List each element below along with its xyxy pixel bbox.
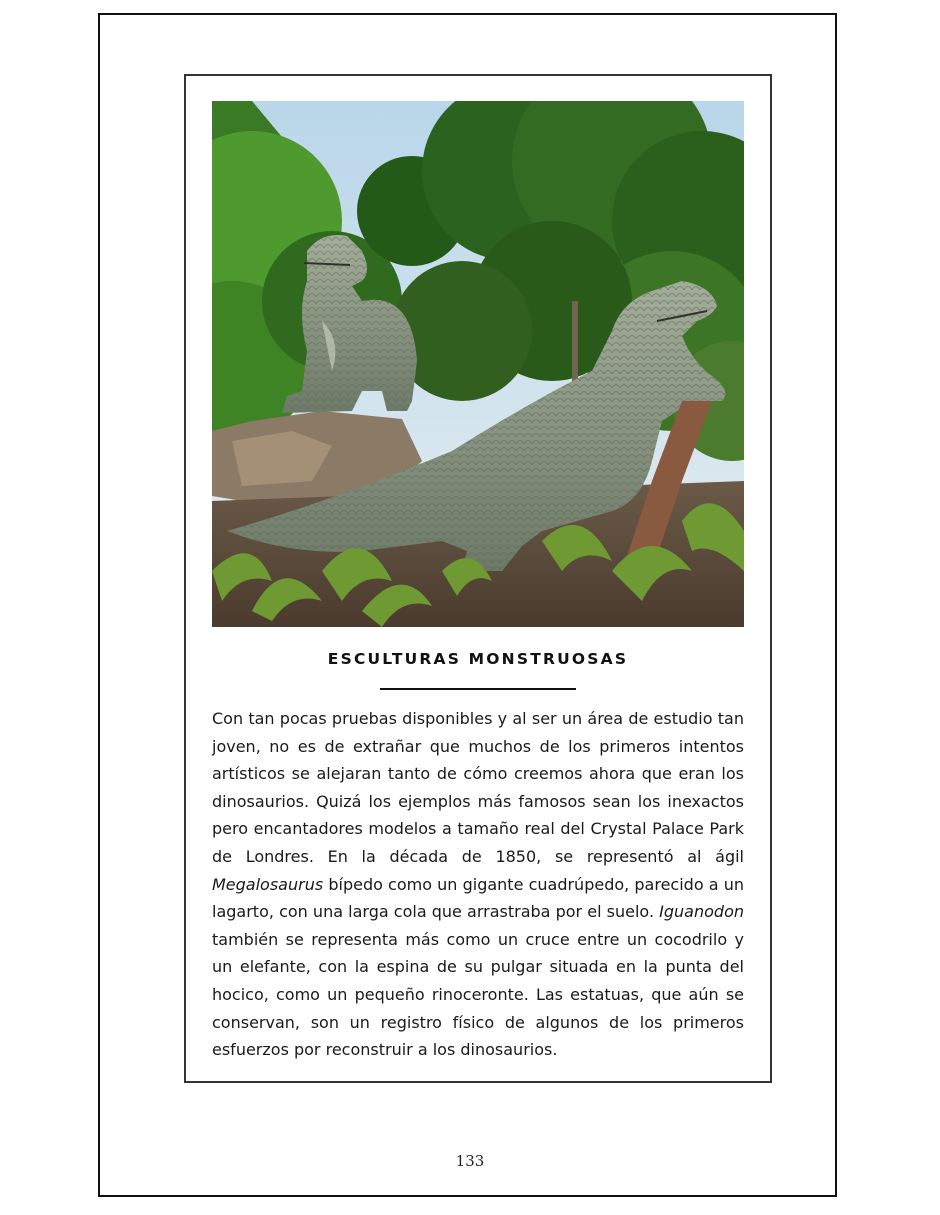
species-name-iguanodon: Iguanodon — [659, 902, 744, 922]
section-heading: ESCULTURAS MONSTRUOSAS — [327, 650, 629, 668]
page-number: 133 — [455, 1152, 485, 1170]
heading-divider — [380, 688, 576, 690]
body-paragraph — [212, 705, 744, 1064]
body-text-part-3: también se representa más como un cruce entre un cocodrilo y un elefante, con la espina de su pulgar situada en la punta del hocico, como un pequeño rinoceronte. Las estatuas, que aún se conservan, son un registro físico de algunos de los primeros esfuerzos por reconstruir a los dinosaurios. — [212, 929, 744, 1060]
species-name-megalosaurus: Megalosaurus — [212, 874, 324, 894]
body-text-part-2: bípedo como un gigante cuadrúpedo, parecido a un lagarto, con una larga cola que arrastraba por el suelo. — [212, 874, 744, 922]
sculpture-photo — [212, 101, 744, 627]
body-text-part-1: Con tan pocas pruebas disponibles y al ser un área de estudio tan joven, no es de extrañar que muchos de los primeros intentos artísticos se alejaran tanto de cómo creemos ahora que eran los dinosaurios. Quizá los ejemplos más famosos sean los inexactos pero encantadores modelos a tamaño real del Crystal Palace Park de Londres. En la década de 1850, se representó al ágil — [212, 709, 744, 866]
